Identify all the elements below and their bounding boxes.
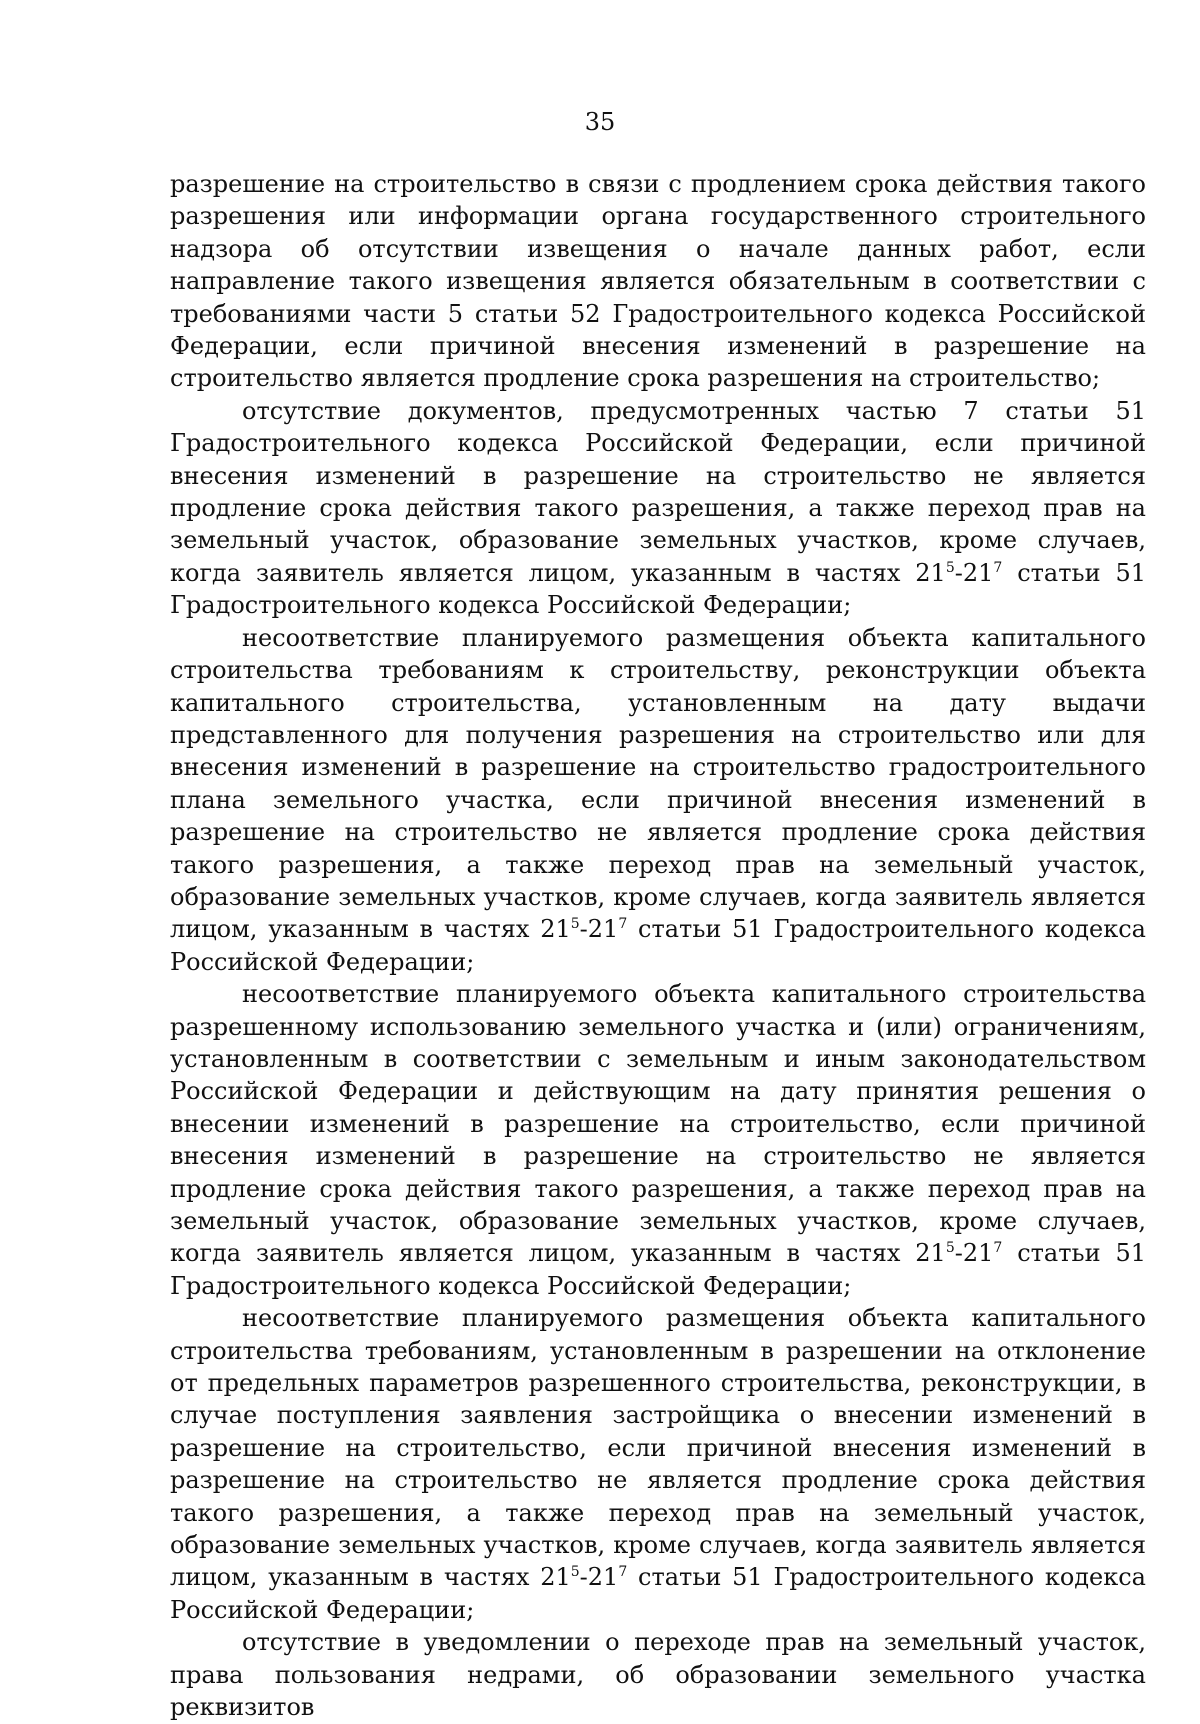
paragraph-text: несоответствие планируемого объекта капитального строительства разрешенному использованию земельного участка и (или) ограничениям, установленным в соответствии с земельным и иным законодательством Российской Федерации и действующим на дату принятия решения о внесении изменений в разрешение на строительство, если причиной внесения изменений в разрешение на строительство не является продление срока действия такого разрешения, а также переход прав на земельный участок, образование земельных участков, кроме случаев, когда заявитель является лицом, указанным в частях 21 [170, 980, 1146, 1268]
superscript: 7 [618, 916, 628, 933]
paragraph-text: разрешение на строительство в связи с продлением срока действия такого разрешения или информации органа государственного строительного надзора об отсутствии извещения о начале данных работ, если направление такого извещения является обязательным в соответствии с требованиями части 5 статьи 52 Градостроительного кодекса Российской Федерации, если причиной внесения изменений в разрешение на строительство является продление срока разрешения на строительство; [170, 170, 1146, 393]
paragraph-text: несоответствие планируемого размещения объекта капитального строительства требованиям к строительству, реконструкции объекта капитального строительства, установленным на дату выдачи представленного для получения разрешения на строительство или для внесения изменений в разрешение на строительство градостроительного плана земельного участка, если причиной внесения изменений в разрешение на строительство не является продление срока действия такого разрешения, а также переход прав на земельный участок, образование земельных участков, кроме случаев, когда заявитель является лицом, указанным в частях 21 [170, 623, 1146, 944]
superscript: 7 [618, 1564, 628, 1581]
page-number: 35 [584, 108, 616, 136]
superscript: 5 [570, 916, 580, 933]
paragraph-text: статьи 51 Градостроительного кодекса Российской Федерации; [170, 1563, 1146, 1624]
paragraph [170, 395, 1146, 622]
superscript: 5 [945, 1240, 955, 1257]
paragraph-text: отсутствие в уведомлении о переходе прав на земельный участок, права пользования недрами, об образовании земельного участка реквизитов [170, 1628, 1146, 1722]
superscript: 7 [993, 559, 1003, 576]
paragraph [170, 978, 1146, 1302]
paragraph-text: -21 [954, 1239, 994, 1268]
paragraph-text: статьи 51 Градостроительного кодекса Российской Федерации; [170, 1239, 1146, 1300]
superscript: 5 [945, 559, 955, 576]
superscript: 7 [993, 1240, 1003, 1257]
paragraph [170, 1626, 1146, 1723]
paragraph-text: -21 [579, 915, 619, 944]
paragraph [170, 622, 1146, 978]
paragraph-text: статьи 51 Градостроительного кодекса Российской Федерации; [170, 915, 1146, 976]
paragraph-text: отсутствие документов, предусмотренных частью 7 статьи 51 Градостроительного кодекса Российской Федерации, если причиной внесения изменений в разрешение на строительство не является продление срока действия такого разрешения, а также переход прав на земельный участок, образование земельных участков, кроме случаев, когда заявитель является лицом, указанным в частях 21 [170, 396, 1146, 587]
paragraph [170, 1302, 1146, 1626]
paragraph [170, 168, 1146, 395]
paragraph-text: статьи 51 Градостроительного кодекса Российской Федерации; [170, 558, 1146, 620]
superscript: 5 [570, 1564, 580, 1581]
paragraph-text: несоответствие планируемого размещения объекта капитального строительства требованиям, установленным в разрешении на отклонение от предельных параметров разрешенного строительства, реконструкции, в случае поступления заявления застройщика о внесении изменений в разрешение на строительство, если причиной внесения изменений в разрешение на строительство не является продление срока действия такого разрешения, а также переход прав на земельный участок, образование земельных участков, кроме случаев, когда заявитель является лицом, указанным в частях 21 [170, 1304, 1146, 1592]
document-body [170, 168, 1146, 1724]
paragraph-text: -21 [579, 1563, 619, 1592]
paragraph-text: -21 [954, 558, 994, 587]
